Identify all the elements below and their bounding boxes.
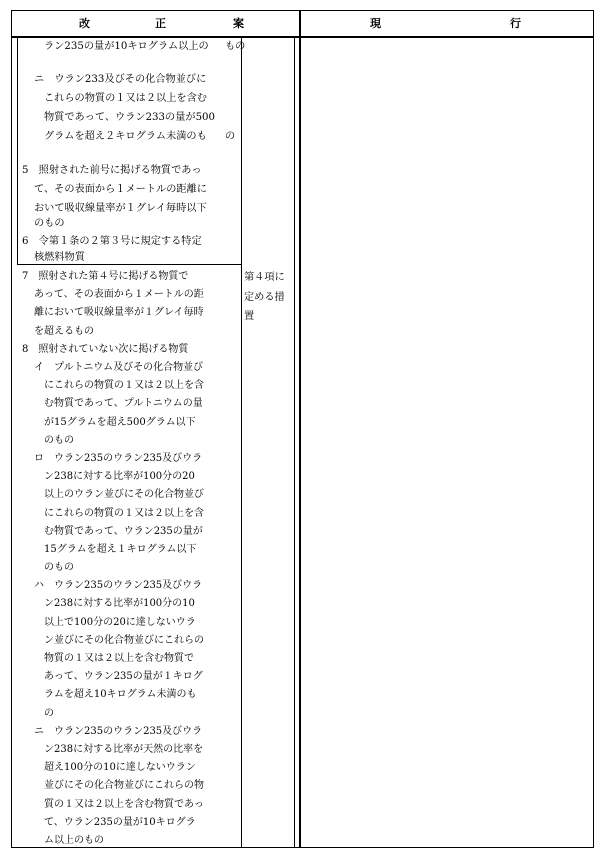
section1-line-13: 核燃料物質 [34,252,85,263]
section2-line-22: 物質の１又は２以上を含む物質で [44,653,194,665]
section1-line-5: 物質であって、ウラン233の量が500 [44,112,216,123]
section2-line-13: 以上のウラン並びにその化合物並び [44,489,204,501]
section2-line-12: ン238に対する比率が100分の20 [44,471,195,483]
center-divider [299,10,301,848]
section2-line-23: あって、ウラン235の量が１キログ [44,671,203,683]
section2-line-6: イ プルトニウム及びその化合物並び [34,361,204,373]
section2-line-11: ロ ウラン235のウラン235及びウラ [34,452,203,464]
header-left-char-3: 案 [233,17,244,30]
section2-line-7: にこれらの物質の１又は２以上を含 [44,380,204,392]
section2-line-2: あって、その表面から１メートルの距 [34,289,204,301]
section1-line-12: 6 令第１条の２第３号に規定する特定 [22,236,202,247]
section2-line-16: 15グラムを超え１キログラム以下 [44,543,197,555]
section1-line-4: これらの物質の１又は２以上を含む [44,93,207,104]
section2-line-4: を超えるもの [34,325,94,337]
side-label-line-2: 定める措 [244,292,285,303]
section1-line-11: のもの [34,218,65,229]
section2-line-1: 7 照射された第４号に掲げる物質で [22,271,189,282]
section1-line-7: の [225,131,236,142]
header-right [300,10,594,37]
header-left [11,10,299,37]
section2-line-20: 以上で100分の20に達しないウラ [44,616,196,628]
section1-line-1: ラン235の量が10キログラム以上の [44,41,209,52]
section2-line-31: て、ウラン235の量が10キログラ [44,816,196,828]
section2-line-3: 離において吸収線量率が１グレイ毎時 [34,307,204,319]
section1-line-2: もの [225,41,246,52]
section2-line-15: む物質であって、ウラン235の量が [44,525,203,537]
section2-line-14: にこれらの物質の１又は２以上を含 [44,507,204,519]
section2-line-5: 8 照射されていない次に掲げる物質 [22,343,189,355]
section1-margin-line [17,37,18,265]
section2-line-26: ニ ウラン235のウラン235及びウラ [34,725,203,737]
section2-line-32: ム以上のもの [44,835,104,846]
section2-line-8: む物質であって、プルトニウムの量 [44,398,203,410]
section2-line-19: ン238に対する比率が100分の10 [44,598,195,610]
header-right-char-1: 現 [370,17,381,30]
section2-line-10: のもの [44,434,74,446]
header-left-char-2: 正 [155,17,166,30]
section1-line-6: グラムを超え２キログラム未満のも [44,131,207,142]
section2-line-17: のもの [44,562,74,574]
section2-line-27: ン238に対する比率が天然の比率を [44,744,204,756]
section2-line-24: ラムを超え10キログラム未満のも [44,689,197,701]
section2-line-9: が15グラムを超え500グラム以下 [44,416,196,428]
side-label-line-1: 第４項に [244,272,285,283]
side-label-line-3: 置 [244,311,255,322]
side-column-divider [241,37,242,848]
center-divider-inner [294,37,295,848]
section2-line-21: ン並びにその化合物並びにこれらの [44,634,204,646]
section1-line-8: 5 照射された前号に掲げる物質であっ [22,165,202,176]
section1-line-10: おいて吸収線量率が１グレイ毎時以下 [34,203,207,214]
section2-line-25: の [44,707,54,719]
header-right-char-2: 行 [510,17,521,30]
header-left-char-1: 改 [79,17,90,30]
section1-line-3: ニ ウラン233及びその化合物並びに [34,74,207,85]
section2-line-28: 超え100分の10に達しないウラン [44,762,196,774]
section2-line-29: 並びにその化合物並びにこれらの物 [44,780,204,792]
section2-line-30: 質の１又は２以上を含む物質であっ [44,798,204,810]
section1-line-9: て、その表面から１メートルの距離に [34,184,207,195]
section2-line-18: ハ ウラン235のウラン235及びウラ [34,580,203,592]
